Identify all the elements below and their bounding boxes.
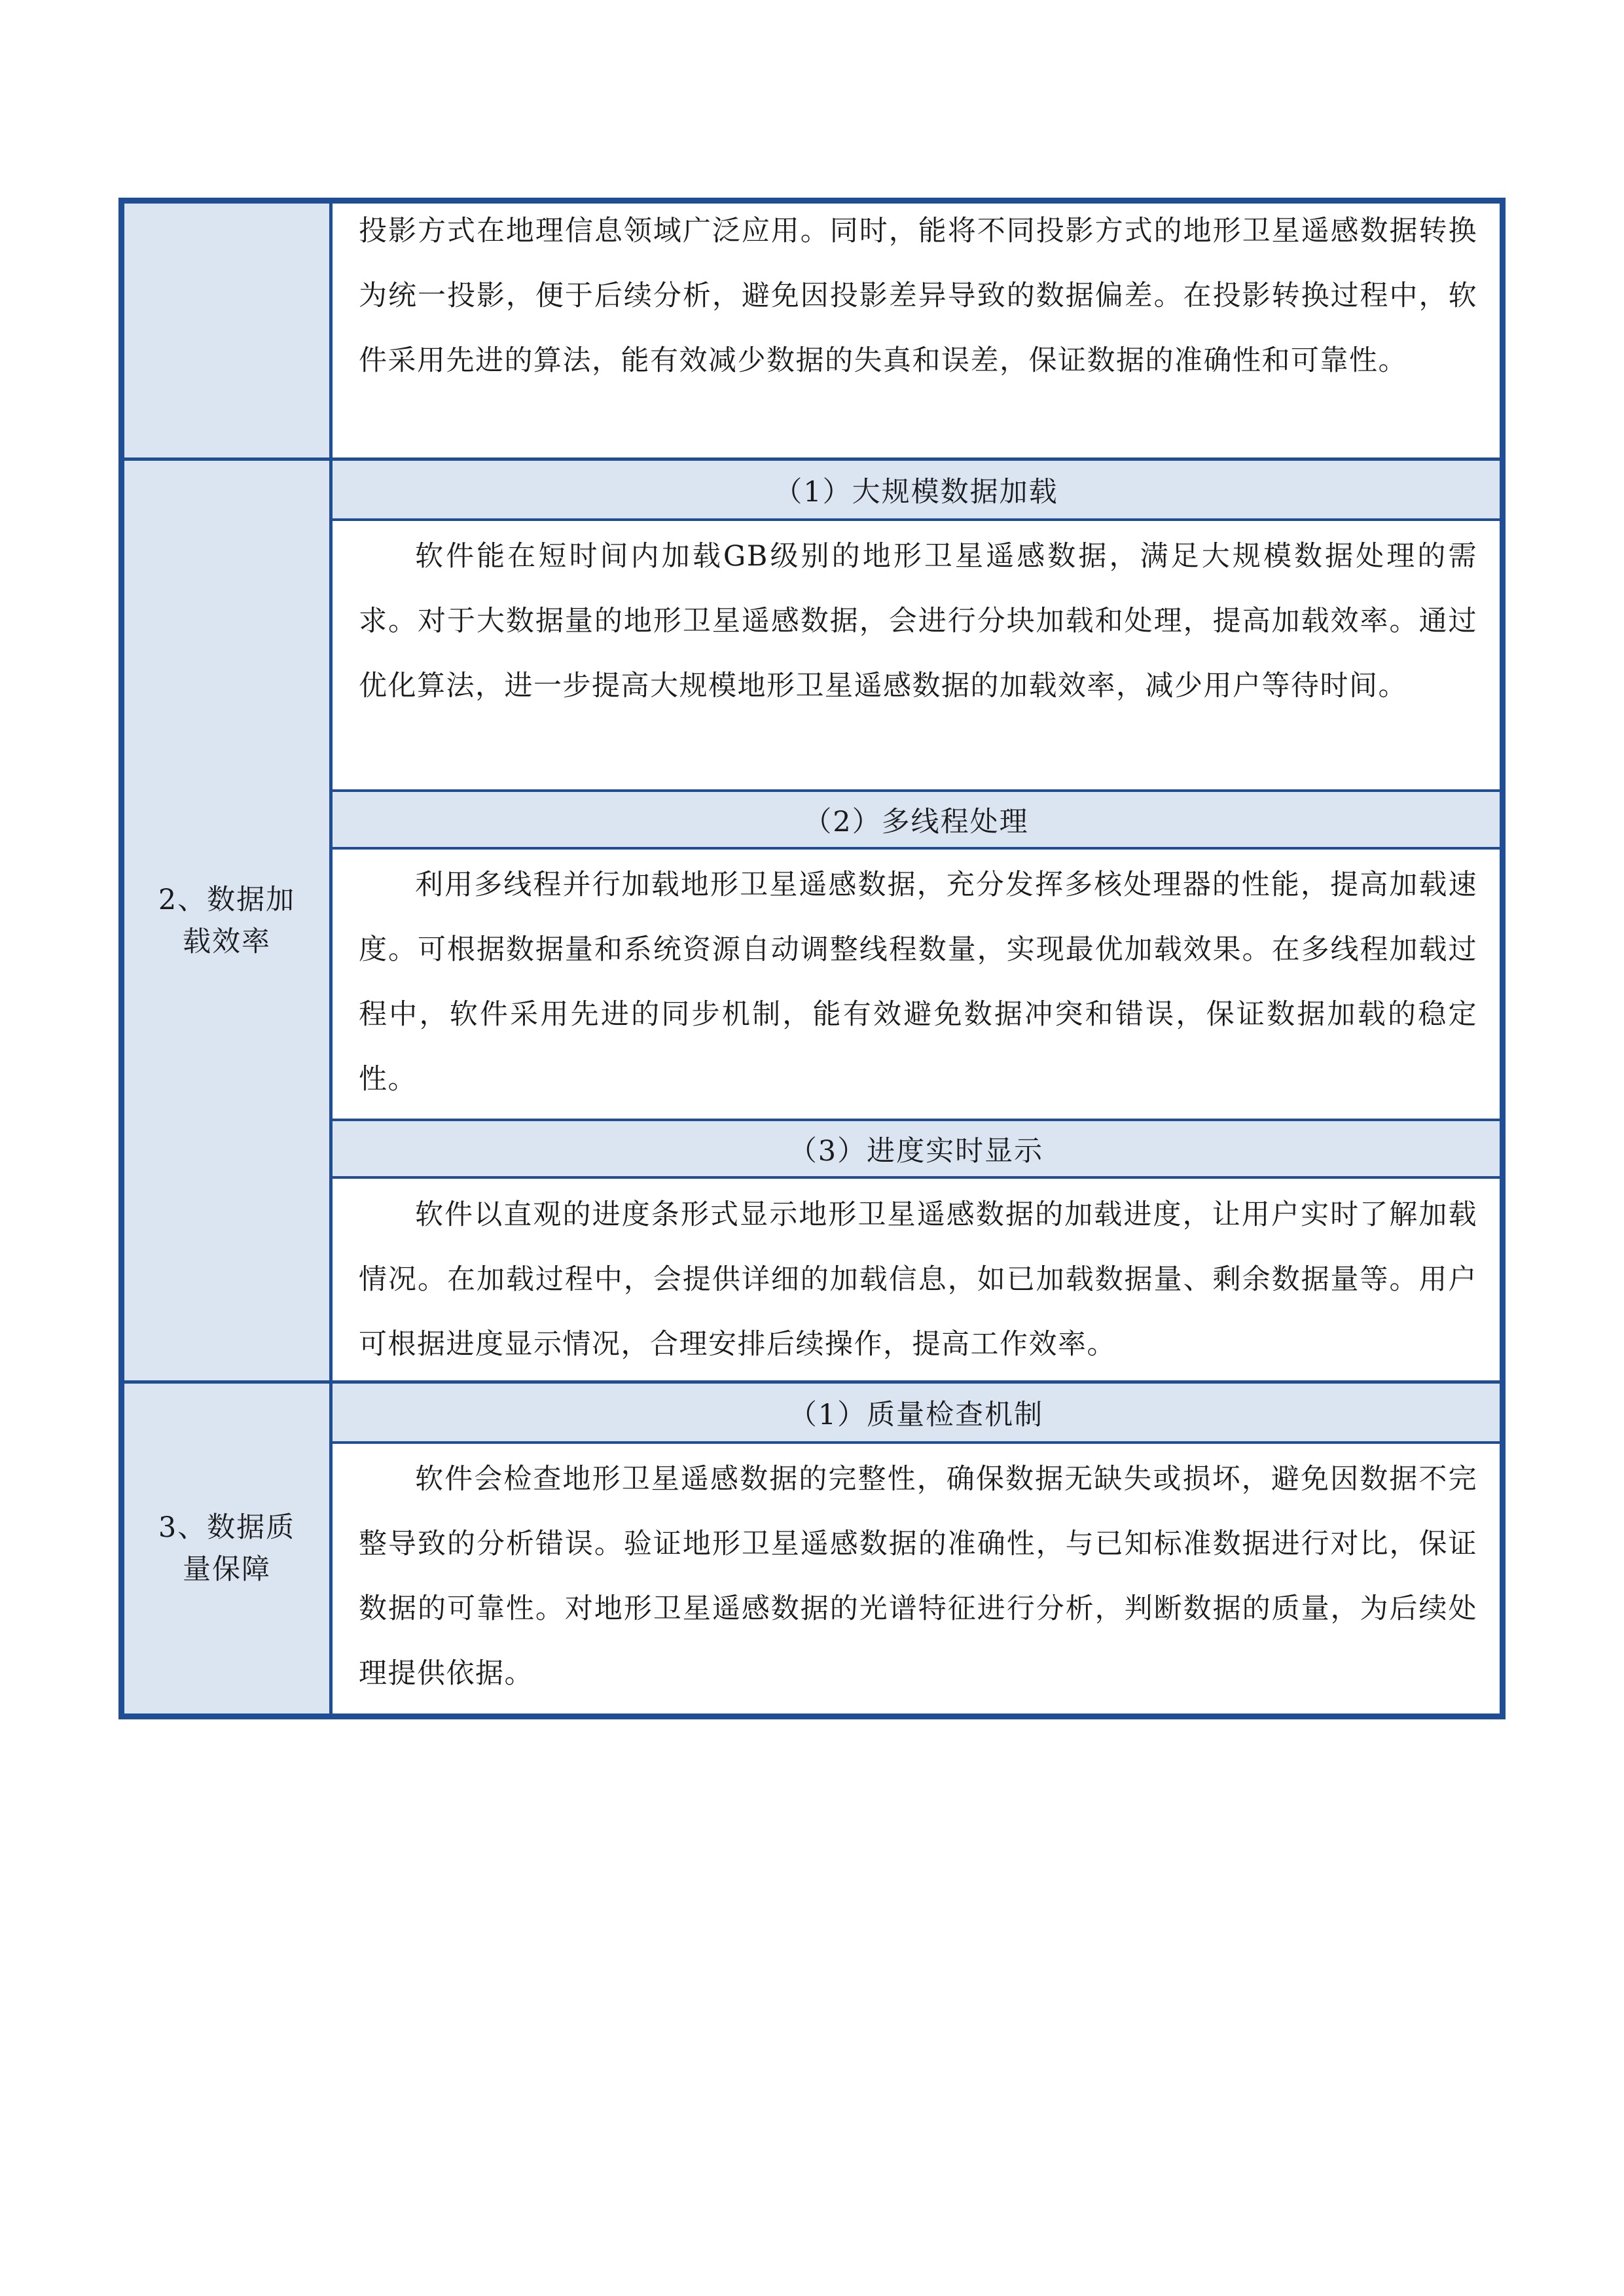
subsection-heading-progress-display: （3）进度实时显示 — [333, 1119, 1500, 1179]
table-row-data-quality — [124, 1384, 1500, 1713]
row-label-cell — [124, 1384, 333, 1713]
paragraph-large-scale-loading: 软件能在短时间内加载GB级别的地形卫星遥感数据，满足大规模数据处理的需求。对于大数据量的地形卫星遥感数据，会进行分块加载和处理，提高加载效率。通过优化算法，进一步提高大规模地形卫星遥感数据的加载效率，减少用户等待时间。 — [359, 540, 1477, 702]
paragraph-multithread: 利用多线程并行加载地形卫星遥感数据，充分发挥多核处理器的性能，提高加载速度。可根据数据量和系统资源自动调整线程数量，实现最优加载效果。在多线程加载过程中，软件采用先进的同步机制，能有效避免数据冲突和错误，保证数据加载的稳定性。 — [359, 869, 1477, 1096]
row-content — [333, 1384, 1500, 1713]
row-content — [333, 204, 1500, 457]
row-label-cell — [124, 204, 333, 457]
table-row-data-loading — [124, 461, 1500, 1384]
subsection-heading-quality-check: （1）质量检查机制 — [333, 1384, 1500, 1444]
paragraph-projection: 投影方式在地理信息领域广泛应用。同时，能将不同投影方式的地形卫星遥感数据转换为统一投影，便于后续分析，避免因投影差异导致的数据偏差。在投影转换过程中，软件采用先进的算法，能有效减少数据的失真和误差，保证数据的准确性和可靠性。 — [359, 215, 1477, 377]
feature-table — [118, 198, 1506, 1719]
table-row-projection — [124, 204, 1500, 461]
subsection-heading-large-scale-loading: （1）大规模数据加载 — [333, 461, 1500, 521]
paragraph-progress-display: 软件以直观的进度条形式显示地形卫星遥感数据的加载进度，让用户实时了解加载情况。在加载过程中，会提供详细的加载信息，如已加载数据量、剩余数据量等。用户可根据进度显示情况，合理安排后续操作，提高工作效率。 — [359, 1198, 1477, 1361]
paragraph-quality-check: 软件会检查地形卫星遥感数据的完整性，确保数据无缺失或损坏，避免因数据不完整导致的分析错误。验证地形卫星遥感数据的准确性，与已知标准数据进行对比，保证数据的可靠性。对地形卫星遥感数据的光谱特征进行分析，判断数据的质量，为后续处理提供依据。 — [359, 1463, 1477, 1690]
row-label: 3、数据质量保障 — [158, 1511, 296, 1586]
row-label: 2、数据加载效率 — [158, 883, 296, 958]
subsection-heading-multithread: （2）多线程处理 — [333, 789, 1500, 850]
row-label-cell — [124, 461, 333, 1380]
row-content — [333, 461, 1500, 1380]
